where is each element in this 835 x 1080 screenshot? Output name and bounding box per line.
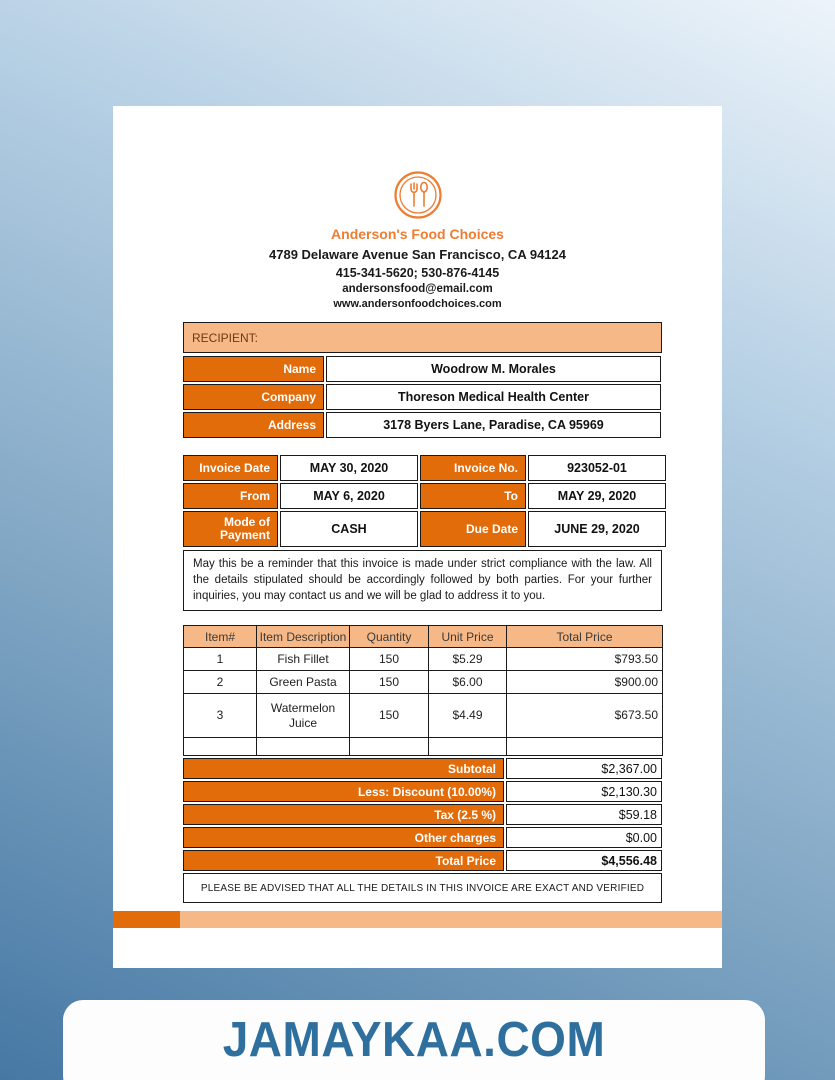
item-quantity: 150 bbox=[350, 648, 429, 671]
other-charges-row bbox=[183, 827, 662, 848]
col-header-item: Item# bbox=[184, 626, 257, 648]
fork-spoon-circle-icon bbox=[393, 170, 443, 220]
logo-wrap bbox=[113, 170, 722, 220]
recipient-company-value: Thoreson Medical Health Center bbox=[326, 384, 661, 410]
col-header-quantity: Quantity bbox=[350, 626, 429, 648]
item-total-price: $673.50 bbox=[507, 694, 663, 738]
invoice-no-label: Invoice No. bbox=[420, 455, 526, 481]
mode-of-payment-label: Mode of Payment bbox=[183, 511, 278, 547]
total-price-row bbox=[183, 850, 662, 871]
empty-cell bbox=[184, 738, 257, 756]
due-date-value: JUNE 29, 2020 bbox=[528, 511, 666, 547]
from-value: MAY 6, 2020 bbox=[280, 483, 418, 509]
invoice-date-label: Invoice Date bbox=[183, 455, 278, 481]
invoice-page bbox=[113, 106, 722, 968]
item-unit-price: $4.49 bbox=[429, 694, 507, 738]
recipient-name-value: Woodrow M. Morales bbox=[326, 356, 661, 382]
tax-value: $59.18 bbox=[506, 804, 662, 825]
item-row bbox=[184, 671, 663, 694]
from-label: From bbox=[183, 483, 278, 509]
tax-row bbox=[183, 804, 662, 825]
company-email: andersonsfood@email.com bbox=[342, 283, 493, 295]
tax-label: Tax (2.5 %) bbox=[183, 804, 504, 825]
items-header-row bbox=[184, 626, 663, 648]
invoice-date-value: MAY 30, 2020 bbox=[280, 455, 418, 481]
subtotal-value: $2,367.00 bbox=[506, 758, 662, 779]
item-row-empty bbox=[184, 738, 663, 756]
watermark-text: JAMAYKAA.COM bbox=[222, 1011, 606, 1067]
recipient-name-label: Name bbox=[183, 356, 324, 382]
subtotal-row bbox=[183, 758, 662, 779]
item-number: 1 bbox=[184, 648, 257, 671]
due-date-label: Due Date bbox=[420, 511, 526, 547]
mode-of-payment-value: CASH bbox=[280, 511, 418, 547]
to-label: To bbox=[420, 483, 526, 509]
recipient-table bbox=[183, 356, 662, 438]
item-quantity: 150 bbox=[350, 671, 429, 694]
dark-orange-bar bbox=[113, 911, 180, 928]
col-header-total-price: Total Price bbox=[507, 626, 663, 648]
recipient-address-label: Address bbox=[183, 412, 324, 438]
company-address: 4789 Delaware Avenue San Francisco, CA 94124 bbox=[269, 247, 566, 262]
invoice-details-section bbox=[183, 455, 662, 611]
item-description: Green Pasta bbox=[257, 671, 350, 694]
item-number: 3 bbox=[184, 694, 257, 738]
discount-row bbox=[183, 781, 662, 802]
company-website: www.andersonfoodchoices.com bbox=[333, 298, 502, 310]
other-charges-value: $0.00 bbox=[506, 827, 662, 848]
item-unit-price: $5.29 bbox=[429, 648, 507, 671]
item-row bbox=[184, 694, 663, 738]
company-phones: 415-341-5620; 530-876-4145 bbox=[335, 266, 500, 280]
discount-label: Less: Discount (10.00%) bbox=[183, 781, 504, 802]
recipient-company-label: Company bbox=[183, 384, 324, 410]
col-header-description: Item Description bbox=[257, 626, 350, 648]
empty-cell bbox=[507, 738, 663, 756]
items-table bbox=[183, 625, 663, 756]
col-header-unit-price: Unit Price bbox=[429, 626, 507, 648]
decorative-bottom-bars bbox=[113, 911, 722, 928]
item-unit-price: $6.00 bbox=[429, 671, 507, 694]
totals-section bbox=[183, 758, 662, 871]
other-charges-label: Other charges bbox=[183, 827, 504, 848]
item-description: Fish Fillet bbox=[257, 648, 350, 671]
invoice-details-table bbox=[183, 455, 662, 547]
subtotal-label: Subtotal bbox=[183, 758, 504, 779]
item-description: Watermelon Juice bbox=[257, 694, 350, 738]
item-total-price: $900.00 bbox=[507, 671, 663, 694]
peach-bar bbox=[180, 911, 722, 928]
item-total-price: $793.50 bbox=[507, 648, 663, 671]
total-price-label: Total Price bbox=[183, 850, 504, 871]
item-quantity: 150 bbox=[350, 694, 429, 738]
watermark-banner bbox=[63, 1000, 765, 1080]
discount-value: $2,130.30 bbox=[506, 781, 662, 802]
to-value: MAY 29, 2020 bbox=[528, 483, 666, 509]
empty-cell bbox=[257, 738, 350, 756]
company-name: Anderson's Food Choices bbox=[331, 226, 504, 242]
verification-note: PLEASE BE ADVISED THAT ALL THE DETAILS IN THIS INVOICE ARE EXACT AND VERIFIED bbox=[183, 873, 662, 903]
item-number: 2 bbox=[184, 671, 257, 694]
total-price-value: $4,556.48 bbox=[506, 850, 662, 871]
empty-cell bbox=[429, 738, 507, 756]
brand-header bbox=[113, 170, 722, 312]
recipient-section bbox=[183, 322, 662, 438]
recipient-section-title: RECIPIENT: bbox=[183, 322, 662, 353]
invoice-no-value: 923052-01 bbox=[528, 455, 666, 481]
items-section bbox=[183, 625, 662, 903]
item-row bbox=[184, 648, 663, 671]
empty-cell bbox=[350, 738, 429, 756]
recipient-address-value: 3178 Byers Lane, Paradise, CA 95969 bbox=[326, 412, 661, 438]
compliance-notice: May this be a reminder that this invoice is made under strict compliance with the law. All the details stipulated should be accordingly followed by both parties. For your further inquiries, you may contact us and we will be glad to address it to you. bbox=[183, 550, 662, 611]
